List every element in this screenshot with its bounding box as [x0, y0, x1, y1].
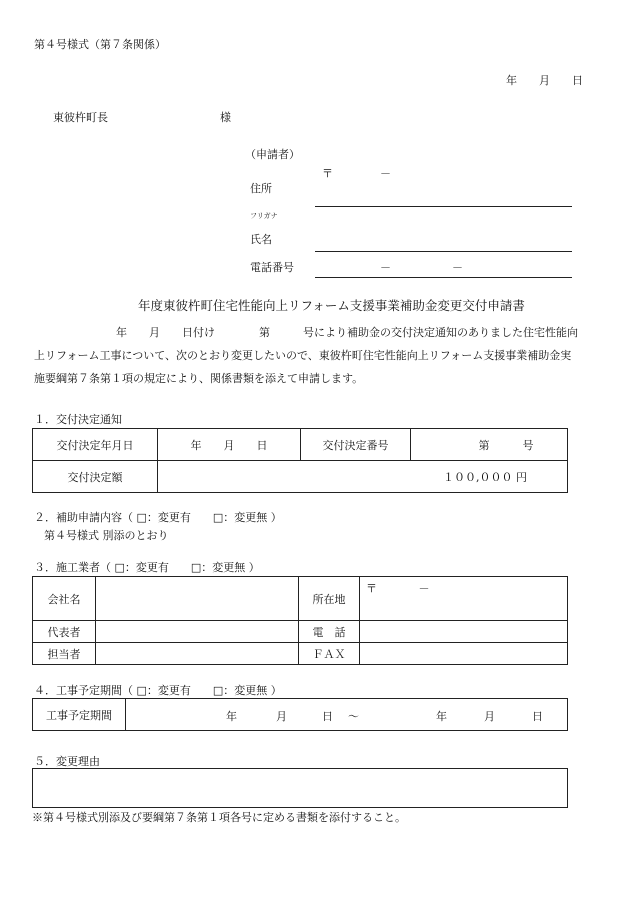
period-start-day: 日 [322, 710, 333, 723]
contractor-postal-dash: － [418, 582, 430, 595]
company-value[interactable] [96, 577, 299, 621]
period-tilde: ～ [348, 710, 359, 723]
name-underline[interactable] [315, 251, 572, 252]
phone-underline[interactable] [315, 277, 572, 278]
fax-value[interactable] [360, 643, 568, 665]
form-id: 第４号様式（第７条関係） [34, 38, 166, 51]
phone-dash-1: － [380, 261, 391, 274]
intro-line-2: 上リフォーム工事について、次のとおり変更したいので、東彼杵町住宅性能向上リフォーム支援事業補助金実 [34, 349, 572, 362]
contractor-table [32, 576, 568, 665]
name-label: 氏名 [250, 233, 272, 246]
section5-heading: ５．変更理由 [34, 755, 100, 768]
decision-table [32, 428, 568, 493]
decision-amount-label: 交付決定額 [33, 461, 158, 493]
representative-value[interactable] [96, 621, 299, 643]
date-line: 年 月 日 [506, 74, 583, 87]
furigana-label: フリガナ [250, 212, 278, 220]
phone-label: 電話番号 [250, 261, 294, 274]
section2-note: 第４号様式 別添のとおり [44, 529, 169, 542]
period-start-year: 年 [226, 710, 237, 723]
change-reason-box[interactable] [32, 768, 568, 808]
decision-number-value[interactable]: 第 号 [411, 429, 568, 461]
postal-dash: － [380, 167, 391, 180]
applicant-heading: （申請者） [245, 148, 300, 161]
contractor-postal-mark: 〒 [366, 582, 377, 595]
decision-date-value[interactable]: 年 月 日 [158, 429, 301, 461]
address-label: 住所 [250, 182, 272, 195]
decision-number-label: 交付決定番号 [301, 429, 411, 461]
address-underline[interactable] [315, 206, 572, 207]
period-end-year: 年 [436, 710, 447, 723]
section2-heading: ２．補助申請内容（ □：変更有 □：変更無 ） [34, 511, 282, 524]
period-end-day: 日 [532, 710, 543, 723]
period-end-month: 月 [484, 710, 495, 723]
intro-line-1: 年 月 日付け 第 号により補助金の交付決定通知のありました住宅性能向 [94, 326, 578, 339]
contact-label: 担当者 [33, 643, 96, 665]
document-title: 年度東彼杵町住宅性能向上リフォーム支援事業補助金変更交付申請書 [138, 298, 525, 313]
postal-mark: 〒 [322, 167, 333, 180]
period-value[interactable] [126, 699, 568, 731]
period-start-month: 月 [276, 710, 287, 723]
section3-heading: ３．施工業者（ □：変更有 □：変更無 ） [34, 561, 260, 574]
period-label: 工事予定期間 [33, 699, 126, 731]
company-label: 会社名 [33, 577, 96, 621]
location-value[interactable] [360, 577, 568, 621]
contractor-phone-value[interactable] [360, 621, 568, 643]
period-table [32, 698, 568, 731]
phone-dash-2: － [452, 261, 463, 274]
footnote: ※第４号様式別添及び要綱第７条第１項各号に定める書類を添付すること。 [32, 811, 406, 824]
section1-heading: １．交付決定通知 [34, 413, 122, 426]
decision-amount-value[interactable]: １００,０００ 円 [158, 461, 568, 493]
honorific: 様 [220, 111, 231, 124]
addressee: 東彼杵町長 [53, 111, 108, 124]
phone-label-cell: 電 話 [299, 621, 360, 643]
intro-line-3: 施要綱第７条第１項の規定により、関係書類を添えて申請します。 [34, 372, 364, 385]
location-label: 所在地 [299, 577, 360, 621]
section4-heading: ４．工事予定期間（ □：変更有 □：変更無 ） [34, 684, 282, 697]
fax-label: ＦＡＸ [299, 643, 360, 665]
decision-date-label: 交付決定年月日 [33, 429, 158, 461]
representative-label: 代表者 [33, 621, 96, 643]
contact-value[interactable] [96, 643, 299, 665]
intro-paragraph [34, 321, 578, 390]
